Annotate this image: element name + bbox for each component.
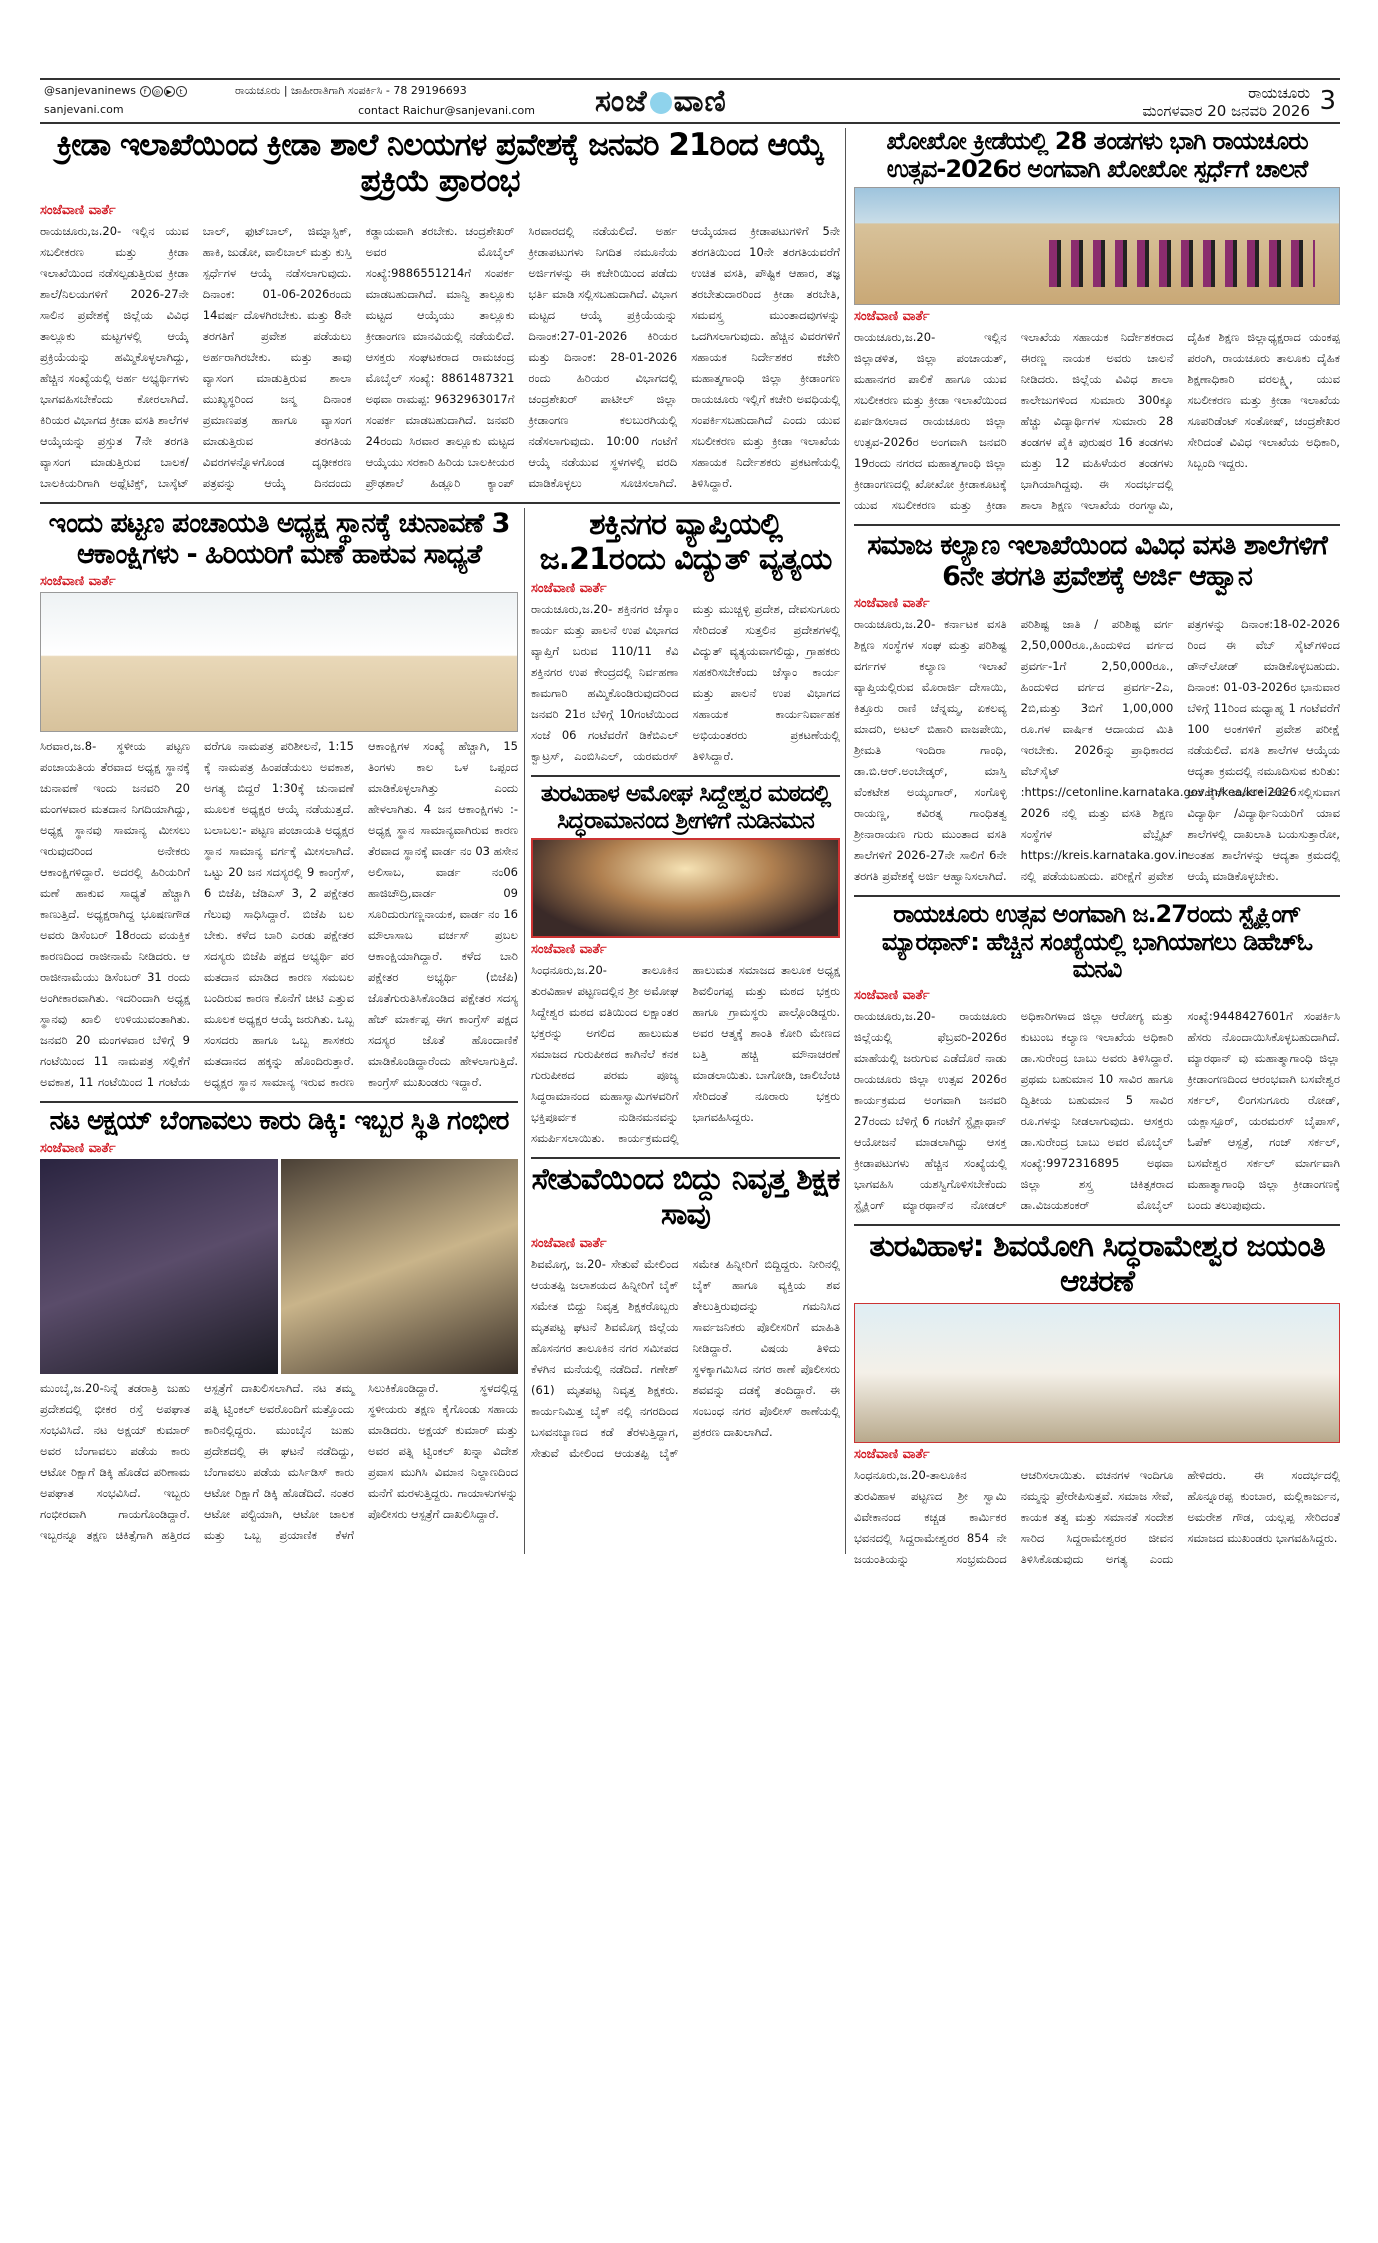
header-social (44, 84, 188, 116)
accident-photos (40, 1159, 518, 1374)
left-block (40, 128, 846, 1554)
article-akshay-accident (40, 1101, 518, 1546)
social-icons (140, 84, 188, 97)
twitter-icon[interactable]: t (176, 86, 187, 97)
panchayat-office-photo (40, 592, 518, 732)
headline: ತುರವಿಹಾಳ: ಶಿವಯೋಗಿ ಸಿದ್ಧರಾಮೇಶ್ವರ ಜಯಂತಿ ಆಚರಣೆ (869, 1229, 1325, 1299)
headline: ಖೋಖೋ ಕ್ರೀಡೆಯಲ್ಲಿ 28 ತಂಡಗಳು ಭಾಗಿ ರಾಯಚೂರು ಉತ್ಸವ-2026ರ ಅಂಗವಾಗಿ ಖೋಖೋ ಸ್ಪರ್ಧೆಗೆ ಚಾಲನೆ (886, 127, 1308, 183)
article-body: ಶಿವಮೊಗ್ಗ, ಜ.20- ಸೇತುವೆ ಮೇಲಿಂದ ಆಯತಪ್ಪಿ ಜಲಾಶಯದ ಹಿನ್ನೀರಿಗೆ ಬೈಕ್ ಸಮೇತ ಬಿದ್ದು ನಿವೃತ್ತ ಶಿಕ್ಷಕರೊಬ್ಬರು ಮೃತಪಟ್ಟ ಘಟನೆ ಶಿವಮೊಗ್ಗ ಜಿಲ್ಲೆಯ ಹೊಸನಗರ ತಾಲೂಕಿನ ನಗರ ಸಮೀಪದ ಕೆಳಗಿನ ಮನೆಯಲ್ಲಿ ನಡೆದಿದೆ. ಗಣೇಶ್ (61) ಮೃತಪಟ್ಟ ನಿವೃತ್ತ ಶಿಕ್ಷಕರು. ಕಾರ್ಯನಿಮಿತ್ತ ಬೈಕ್ ನಲ್ಲಿ ನಗರದಿಂದ ಬಸವನಬ್ಯಾಣದ ಕಡೆ ತೆರಳುತ್ತಿದ್ದಾಗ, ಸೇತುವೆ ಮೇಲಿಂದ ಆಯತಪ್ಪಿ ಬೈಕ್ ಸಮೇತ ಹಿನ್ನೀರಿಗೆ ಬಿದ್ದಿದ್ದರು. ನೀರಿನಲ್ಲಿ ಬೈಕ್ ಹಾಗೂ ವ್ಯಕ್ತಿಯ ಶವ ತೇಲುತ್ತಿರುವುದನ್ನು ಗಮನಿಸಿದ ಸಾರ್ವಜನಿಕರು ಪೊಲೀಸರಿಗೆ ಮಾಹಿತಿ ನೀಡಿದ್ದಾರೆ. ವಿಷಯ ತಿಳಿದು ಸ್ಥಳಕ್ಕಾಗಮಿಸಿದ ನಗರ ಠಾಣೆ ಪೊಲೀಸರು ಶವವನ್ನು ದಡಕ್ಕೆ ತಂದಿದ್ದಾರೆ. ಈ ಸಂಬಂಧ ನಗರ ಪೊಲೀಸ್ ಠಾಣೆಯಲ್ಲಿ ಪ್ರಕರಣ ದಾಖಲಾಗಿದೆ. (531, 1257, 840, 1461)
headline: ರಾಯಚೂರು ಉತ್ಸವ ಅಂಗವಾಗಿ ಜ.27ರಂದು ಸ್ಟೈಕ್ಲಿಂಗ್ ಮ್ಯಾರಥಾನ್: ಹೆಚ್ಚಿನ ಸಂಖ್ಯೆಯಲ್ಲಿ ಭಾಗಿಯಾಗಲು ಡಿಹೆಚ್‌ಓ ಮನವಿ (881, 900, 1313, 984)
site-link[interactable]: sanjevani.com (44, 103, 124, 116)
players-graphic (1049, 240, 1315, 286)
headline: ಶಕ್ತಿನಗರ ವ್ಯಾಪ್ತಿಯಲ್ಲಿ ಜ.21ರಂದು ವಿದ್ಯುತ್ ವ್ಯತ್ಯಯ (539, 507, 832, 577)
article-social-welfare (854, 524, 1340, 887)
date: ಮಂಗಳವಾರ 20 ಜನವರಿ 2026 (1142, 102, 1310, 120)
right-block (846, 128, 1340, 1578)
article-body: ಮುಂಬೈ,ಜ.20-ನಿನ್ನೆ ತಡರಾತ್ರಿ ಜುಹು ಪ್ರದೇಶದಲ್ಲಿ ಭೀಕರ ರಸ್ತೆ ಅಪಘಾತ ಸಂಭವಿಸಿದೆ. ನಟ ಅಕ್ಷಯ್ ಕುಮಾರ್ ಅವರ ಬೆಂಗಾವಲು ಪಡೆಯ ಕಾರು ಆಟೋ ರಿಕ್ಷಾಗೆ ಡಿಕ್ಕಿ ಹೊಡೆದ ಪರಿಣಾಮ ಅಪಘಾತ ಸಂಭವಿಸಿದೆ. ಇಬ್ಬರು ಗಂಭೀರವಾಗಿ ಗಾಯಗೊಂಡಿದ್ದಾರೆ. ಇಬ್ಬರನ್ನೂ ತಕ್ಷಣ ಚಿಕಿತ್ಸೆಗಾಗಿ ಹತ್ತಿರದ ಆಸ್ಪತ್ರೆಗೆ ದಾಖಲಿಸಲಾಗಿದೆ. ನಟ ತಮ್ಮ ಪತ್ನಿ ಟ್ವಿಂಕಲ್ ಅವರೊಂದಿಗೆ ಮತ್ತೊಂದು ಕಾರಿನಲ್ಲಿದ್ದರು. ಮುಂಬೈನ ಜುಹು ಪ್ರದೇಶದಲ್ಲಿ ಈ ಘಟನೆ ನಡೆದಿದ್ದು, ಬೆಂಗಾವಲು ಪಡೆಯ ಮರ್ಸಿಡಿಸ್ ಕಾರು ಆಟೋ ರಿಕ್ಷಾಗೆ ಡಿಕ್ಕಿ ಹೊಡೆದಿದೆ. ನಂತರ ಆಟೋ ಪಲ್ಟಿಯಾಗಿ, ಆಟೋ ಚಾಲಕ ಮತ್ತು ಒಬ್ಬ ಪ್ರಯಾಣಿಕ ಕೆಳಗೆ ಸಿಲುಕಿಕೊಂಡಿದ್ದಾರೆ. ಸ್ಥಳದಲ್ಲಿದ್ದ ಸ್ಥಳೀಯರು ತಕ್ಷಣ ಕೈಗೊಂಡು ಸಹಾಯ ಮಾಡಿದರು. ಅಕ್ಷಯ್ ಕುಮಾರ್ ಮತ್ತು ಅವರ ಪತ್ನಿ ಟ್ವಿಂಕಲ್ ಖನ್ನಾ ವಿದೇಶ ಪ್ರವಾಸ ಮುಗಿಸಿ ವಿಮಾನ ನಿಲ್ದಾಣದಿಂದ ಮನೆಗೆ ಮರಳುತ್ತಿದ್ದರು. ಗಾಯಾಳುಗಳನ್ನು ಪೊಲೀಸರು ಆಸ್ಪತ್ರೆಗೆ ದಾಖಲಿಸಿದ್ದಾರೆ. (40, 1381, 518, 1543)
headline: ತುರವಿಹಾಳ ಅಮೋಘ ಸಿದ್ದೇಶ್ವರ ಮಠದಲ್ಲಿ ಸಿದ್ಧರಾಮಾನಂದ ಶ್ರೀಗಳಿಗೆ ನುಡಿನಮನ (540, 781, 831, 834)
byline: ಸಂಜೆವಾಣಿ ವಾರ್ತೆ (531, 581, 607, 597)
article-body: ರಾಯಚೂರು,ಜ.20- ಕರ್ನಾಟಕ ವಸತಿ ಶಿಕ್ಷಣ ಸಂಸ್ಥೆಗಳ ಸಂಘ ಮತ್ತು ಪರಿಶಿಷ್ಟ ವರ್ಗಗಳ ಕಲ್ಯಾಣ ಇಲಾಖೆ ವ್ಯಾಪ್ತಿಯಲ್ಲಿರುವ ಮೊರಾರ್ಜಿ ದೇಸಾಯಿ, ಕಿತ್ತೂರು ರಾಣಿ ಚೆನ್ನಮ್ಮ, ಏಕಲವ್ಯ ಮಾದರಿ, ಅಟಲ್ ಬಿಹಾರಿ ವಾಜಪೇಯಿ, ಶ್ರೀಮತಿ ಇಂದಿರಾ ಗಾಂಧಿ, ಡಾ.ಬಿ.ಆರ್.ಅಂಬೇಡ್ಕರ್, ಮಾಸ್ತಿ ವೆಂಕಟೇಶ ಅಯ್ಯಂಗಾರ್, ಸಂಗೊಳ್ಳಿ ರಾಯಣ್ಣ, ಕವಿರತ್ನ ಗಾಂಧಿತತ್ವ ಶ್ರೀನಾರಾಯಣ ಗುರು ಮುಂತಾದ ವಸತಿ ಶಾಲೆಗಳಿಗೆ 2026-27ನೇ ಸಾಲಿಗೆ 6ನೇ ತರಗತಿ ಪ್ರವೇಶಕ್ಕೆ ಅರ್ಜಿ ಆಹ್ವಾನಿಸಲಾಗಿದೆ. ಪರಿಶಿಷ್ಟ ಜಾತಿ / ಪರಿಶಿಷ್ಟ ವರ್ಗ 2,50,000ರೂ.,ಹಿಂದುಳಿದ ವರ್ಗದ ಪ್ರವರ್ಗ-1ಗೆ 2,50,000ರೂ., ಹಿಂದುಳಿದ ವರ್ಗದ ಪ್ರವರ್ಗ-2ಎ, 2ಬಿ,ಮತ್ತು 3ಬಿಗೆ 1,00,000 ರೂ.ಗಳ ವಾರ್ಷಿಕ ಆದಾಯದ ಮಿತಿ ಇರಬೇಕು. 2026ನ್ನು ಪ್ರಾಧಿಕಾರದ ವೆಬ್‌ಸೈಟ್ :https://cetonline.karnataka.gov.in/kea/krei2026 2026 ನಲ್ಲಿ ಮತ್ತು ವಸತಿ ಶಿಕ್ಷಣ ಸಂಸ್ಥೆಗಳ ವೆಬ್ಸೈಟ್ https://kreis.karnataka.gov.in ನಲ್ಲಿ ಪಡೆಯಬಹುದು. ಪರೀಕ್ಷೆಗೆ ಪ್ರವೇಶ ಪತ್ರಗಳನ್ನು ದಿನಾಂಕ:18-02-2026 ರಿಂದ ಈ ವೆಬ್ ಸೈಟ್‌ಗಳಿಂದ ಡೌನ್‌ಲೋಡ್ ಮಾಡಿಕೊಳ್ಳಬಹುದು. ದಿನಾಂಕ: 01-03-2026ರ ಭಾನುವಾರ ಬೆಳಿಗ್ಗೆ 11ರಿಂದ ಮಧ್ಯಾಹ್ನ 1 ಗಂಟೆವರೆಗೆ 100 ಅಂಕಗಳಿಗೆ ಪ್ರವೇಶ ಪರೀಕ್ಷೆ ನಡೆಯಲಿದೆ. ವಸತಿ ಶಾಲೆಗಳ ಆಯ್ಕೆಯ ಆದ್ಯತಾ ಕ್ರಮದಲ್ಲಿ ನಮೂದಿಸುವ ಕುರಿತು: ಆನ್‌ಲೈನ್ ಮೂಲಕ ಅರ್ಜಿ ಸಲ್ಲಿಸುವಾಗ ವಿದ್ಯಾರ್ಥಿ /ವಿದ್ಯಾರ್ಥಿನಿಯರಿಗೆ ಯಾವ ಶಾಲೆಗಳಲ್ಲಿ ದಾಖಲಾತಿ ಬಯಸುತ್ತಾರೋ, ಅಂತಹ ಶಾಲೆಗಳನ್ನು ಆದ್ಯತಾ ಕ್ರಮದಲ್ಲಿ ಆಯ್ಕೆ ಮಾಡಿಕೊಳ್ಳಬೇಕು. (854, 617, 1340, 884)
candle-vigil-photo (531, 838, 840, 938)
article-panchayat-election (40, 508, 518, 1093)
jayanti-photo (854, 1303, 1340, 1443)
page-body (40, 128, 1340, 1578)
headline: ನಟ ಅಕ್ಷಯ್ ಬೆಂಗಾವಲು ಕಾರು ಡಿಕ್ಕಿ: ಇಬ್ಬರ ಸ್ಥಿತಿ ಗಂಭೀರ (49, 1106, 509, 1137)
byline: ಸಂಜೆವಾಣಿ ವಾರ್ತೆ (40, 1141, 116, 1157)
article-body: ರಾಯಚೂರು,ಜ.20- ಇಲ್ಲಿನ ಯುವ ಸಬಲೀಕರಣ ಮತ್ತು ಕ್ರೀಡಾ ಇಲಾಖೆಯಿಂದ ನಡೆಸಲ್ಪಡುತ್ತಿರುವ ಕ್ರೀಡಾ ಶಾಲೆ/ನಿಲಯಗಳಿಗೆ 2026-27ನೇ ಸಾಲಿನ ಪ್ರವೇಶಕ್ಕೆ ಜಿಲ್ಲೆಯ ವಿವಿಧ ತಾಲ್ಲೂಕು ಮಟ್ಟಗಳಲ್ಲಿ ಆಯ್ಕೆ ಪ್ರಕ್ರಿಯೆಯನ್ನು ಹಮ್ಮಿಕೊಳ್ಳಲಾಗಿದ್ದು, ಹೆಚ್ಚಿನ ಸಂಖ್ಯೆಯಲ್ಲಿ ಅರ್ಹ ಅಭ್ಯರ್ಥಿಗಳು ಭಾಗವಹಿಸಬೇಕೆಂದು ಕೋರಲಾಗಿದೆ. ಕಿರಿಯರ ವಿಭಾಗದ ಕ್ರೀಡಾ ವಸತಿ ಶಾಲೆಗಳ ಆಯ್ಕೆಯನ್ನು ಪ್ರಸ್ತುತ 7ನೇ ತರಗತಿ ವ್ಯಾಸಂಗ ಮಾಡುತ್ತಿರುವ ಬಾಲಕ/ಬಾಲಕಿಯರಿಗಾಗಿ ಅಥ್ಲೆಟಿಕ್ಸ್, ಬಾಸ್ಕೆಟ್ ಬಾಲ್, ಫುಟ್‌ಬಾಲ್, ಜಿಮ್ನಾಸ್ಟಿಕ್, ಹಾಕಿ, ಜುಡೋ, ವಾಲಿಬಾಲ್ ಮತ್ತು ಕುಸ್ತಿ ಸ್ಪರ್ಧೆಗಳ ಆಯ್ಕೆ ನಡೆಸಲಾಗುವುದು. ದಿನಾಂಕ: 01-06-2026ರಂದು 14ವರ್ಷ ದೊಳಗಿರಬೇಕು. ಮತ್ತು 8ನೇ ತರಗತಿಗೆ ಪ್ರವೇಶ ಪಡೆಯಲು ಅರ್ಹರಾಗಿರಬೇಕು. ಮತ್ತು ತಾವು ವ್ಯಾಸಂಗ ಮಾಡುತ್ತಿರುವ ಶಾಲಾ ಮುಖ್ಯಸ್ಥರಿಂದ ಜನ್ಮ ದಿನಾಂಕ ಪ್ರಮಾಣಪತ್ರ ಹಾಗೂ ವ್ಯಾಸಂಗ ಮಾಡುತ್ತಿರುವ ತರಗತಿಯ ವಿವರಗಳನ್ನೊಳಗೊಂಡ ದೃಢೀಕರಣ ಪತ್ರವನ್ನು ಆಯ್ಕೆ ದಿನದಂದು ಕಡ್ಡಾಯವಾಗಿ ತರಬೇಕು. ಚಂದ್ರಶೇಖರ್ ಅವರ ಮೊಬೈಲ್ ಸಂಖ್ಯೆ:9886551214ಗೆ ಸಂಪರ್ಕ ಮಾಡಬಹುದಾಗಿದೆ. ಮಾನ್ವಿ ತಾಲ್ಲೂಕು ಮಟ್ಟದ ಆಯ್ಕೆಯು ತಾಲ್ಲೂಕು ಕ್ರೀಡಾಂಗಣ ಮಾನವಿಯಲ್ಲಿ ನಡೆಯಲಿದೆ. ಆಸಕ್ತರು ಸಂಘಟಕರಾದ ರಾಮಚಂದ್ರ ಮೊಬೈಲ್ ಸಂಖ್ಯೆ: 8861487321 ಅಥವಾ ರಾಮಪ್ಪ: 9632963017ಗೆ ಸಂಪರ್ಕ ಮಾಡಬಹುದಾಗಿದೆ. ಜನವರಿ 24ರಂದು ಸಿರವಾರ ತಾಲ್ಲೂಕು ಮಟ್ಟದ ಆಯ್ಕೆಯು ಸರಕಾರಿ ಹಿರಿಯ ಬಾಲಕೀಯರ ಪ್ರೌಢಶಾಲೆ ಹಿಡ್ಲೂರಿ ಕ್ಯಾಂಪ್ ಸಿರವಾರದಲ್ಲಿ ನಡೆಯಲಿದೆ. ಅರ್ಹ ಕ್ರೀಡಾಪಟುಗಳು ನಿಗದಿತ ನಮೂನೆಯ ಅರ್ಜಿಗಳನ್ನು ಈ ಕಚೇರಿಯಿಂದ ಪಡೆದು ಭರ್ತಿ ಮಾಡಿ ಸಲ್ಲಿಸಬಹುದಾಗಿದೆ. ವಿಭಾಗ ಮಟ್ಟದ ಆಯ್ಕೆ ಪ್ರಕ್ರಿಯೆಯನ್ನು ದಿನಾಂಕ:27-01-2026 ಕಿರಿಯರ ಮತ್ತು ದಿನಾಂಕ: 28-01-2026 ರಂದು ಹಿರಿಯರ ವಿಭಾಗದಲ್ಲಿ ಚಂದ್ರಶೇಖರ್ ಪಾಟೀಲ್ ಜಿಲ್ಲಾ ಕ್ರೀಡಾಂಗಣ ಕಲಬುರಗಿಯಲ್ಲಿ ನಡೆಸಲಾಗುವುದು. 10:00 ಗಂಟೆಗೆ ಆಯ್ಕೆ ನಡೆಯುವ ಸ್ಥಳಗಳಲ್ಲಿ ವರದಿ ಮಾಡಿಕೊಳ್ಳಲು ಸೂಚಿಸಲಾಗಿದೆ. ಆಯ್ಕೆಯಾದ ಕ್ರೀಡಾಪಟುಗಳಿಗೆ 5ನೇ ತರಗತಿಯಿಂದ 10ನೇ ತರಗತಿಯವರೆಗೆ ಉಚಿತ ವಸತಿ, ಪೌಷ್ಟಿಕ ಆಹಾರ, ತಜ್ಞ ತರಬೇತುದಾರರಿಂದ ಕ್ರೀಡಾ ತರಬೇತಿ, ಸಮವಸ್ತ್ರ ಮುಂತಾದವುಗಳನ್ನು ಒದಗಿಸಲಾಗುವುದು. ಹೆಚ್ಚಿನ ವಿವರಗಳಿಗೆ ಸಹಾಯಕ ನಿರ್ದೇಶಕರ ಕಚೇರಿ ಮಹಾತ್ಮಗಾಂಧಿ ಜಿಲ್ಲಾ ಕ್ರೀಡಾಂಗಣ ರಾಯಚೂರು ಇಲ್ಲಿಗೆ ಕಚೇರಿ ಅವಧಿಯಲ್ಲಿ ಸಂಪರ್ಕಿಸಬಹುದಾಗಿದೆ ಎಂದು ಯುವ ಸಬಲೀಕರಣ ಮತ್ತು ಕ್ರೀಡಾ ಇಲಾಖೆಯ ಸಹಾಯಕ ನಿರ್ದೇಶಕರು ಪ್ರಕಟಣೆಯಲ್ಲಿ ತಿಳಿಸಿದ್ದಾರೆ. (40, 224, 840, 491)
accident-photo-1 (40, 1159, 278, 1374)
byline: ಸಂಜೆವಾಣಿ ವಾರ್ತೆ (854, 1447, 930, 1463)
left-lower-row (40, 502, 840, 1554)
ad-contact: ರಾಯಚೂರು | ಜಾಹೀರಾತಿಗಾಗಿ ಸಂಪರ್ಕಿಸಿ - 78 29196693 (235, 84, 467, 97)
header-date (1010, 84, 1310, 120)
article-jayanti (854, 1224, 1340, 1570)
byline: ಸಂಜೆವಾಣಿ ವಾರ್ತೆ (40, 574, 116, 590)
article-body: ಸಿಂಧನೂರು,ಜ.20-ತಾಲೂಕಿನ ತುರವಿಹಾಳ ಪಟ್ಟಣದ ಶ್ರೀ ಸ್ವಾಮಿ ವಿವೇಕಾನಂದ ಕಚ್ಚಡ ಕಾರ್ಮಿಕರ ಭವನದಲ್ಲಿ ಸಿದ್ದರಾಮೇಶ್ವರರ 854 ನೇ ಜಯಂತಿಯನ್ನು ಸಂಭ್ರಮದಿಂದ ಆಚರಿಸಲಾಯಿತು. ವಚನಗಳ ಇಂದಿಗೂ ನಮ್ಮನ್ನು ಪ್ರೇರೇಪಿಸುತ್ತವೆ. ಸಮಾಜ ಸೇವೆ, ಕಾಯಕ ತತ್ವ ಮತ್ತು ಸಮಾನತೆ ಸಂದೇಶ ಸಾರಿದ ಸಿದ್ದರಾಮೇಶ್ವರರ ಜೀವನ ತಿಳಿಸಿಕೊಡುವುದು ಅಗತ್ಯ ಎಂದು ಹೇಳಿದರು. ಈ ಸಂದರ್ಭದಲ್ಲಿ ಹೊನ್ನೂರಪ್ಪ ಕುಂಬಾರ, ಮಲ್ಲಿಕಾರ್ಜುನ, ಅಮರೇಶ ಗೌಡ, ಯಲ್ಲಪ್ಪ ಸೇರಿದಂತೆ ಸಮಾಜದ ಮುಖಂಡರು ಭಾಗವಹಿಸಿದ್ದರು. (854, 1468, 1340, 1567)
logo-left: ಸಂಜೆ (595, 84, 648, 119)
article-marathon (854, 895, 1340, 1216)
article-sports-school (40, 128, 840, 494)
article-body: ರಾಯಚೂರು,ಜ.20- ಇಲ್ಲಿನ ಜಿಲ್ಲಾಡಳಿತ, ಜಿಲ್ಲಾ ಪಂಚಾಯತ್, ಮಹಾನಗರ ಪಾಲಿಕೆ ಹಾಗೂ ಯುವ ಸಬಲೀಕರಣ ಮತ್ತು ಕ್ರೀಡಾ ಇಲಾಖೆಯಿಂದ ಏರ್ಪಡಿಸಲಾದ ರಾಯಚೂರು ಜಿಲ್ಲಾ ಉತ್ಸವ-2026ರ ಅಂಗವಾಗಿ ಜನವರಿ 19ರಂದು ನಗರದ ಮಹಾತ್ಮಗಾಂಧಿ ಜಿಲ್ಲಾ ಕ್ರೀಡಾಂಗಣದಲ್ಲಿ ಖೋಖೋ ಕ್ರೀಡಾಕೂಟಕ್ಕೆ ಯುವ ಸಬಲೀಕರಣ ಮತ್ತು ಕ್ರೀಡಾ ಇಲಾಖೆಯ ಸಹಾಯಕ ನಿರ್ದೇಶಕರಾದ ಈರಣ್ಣ ನಾಯಕ ಅವರು ಚಾಲನೆ ನೀಡಿದರು. ಜಿಲ್ಲೆಯ ವಿವಿಧ ಶಾಲಾ ಕಾಲೇಜುಗಳಿಂದ ಸುಮಾರು 300ಕ್ಕೂ ಹೆಚ್ಚು ವಿದ್ಯಾರ್ಥಿಗಳ ಸುಮಾರು 28 ತಂಡಗಳ ಪೈಕಿ ಪುರುಷರ 16 ತಂಡಗಳು ಮತ್ತು 12 ಮಹಿಳೆಯರ ತಂಡಗಳು ಭಾಗಿಯಾಗಿದ್ದವು. ಈ ಸಂದರ್ಭದಲ್ಲಿ ಶಾಲಾ ಶಿಕ್ಷಣ ಇಲಾಖೆಯ ರಂಗಸ್ವಾಮಿ, ದೈಹಿಕ ಶಿಕ್ಷಣ ಜಿಲ್ಲಾಧ್ಯಕ್ಷರಾದ ಯಂಕಪ್ಪ ಪರಂಗಿ, ರಾಯಚೂರು ತಾಲೂಕು ದೈಹಿಕ ಶಿಕ್ಷಣಾಧಿಕಾರಿ ವರಲಕ್ಷ್ಮಿ, ಯುವ ಸಬಲೀಕರಣ ಮತ್ತು ಕ್ರೀಡಾ ಇಲಾಖೆಯ ಸೂಪರಿಡೆಂಟ್ ಸಂತೋಷ್, ಚಂದ್ರಶೇಖರ ಸೇರಿದಂತೆ ವಿವಿಧ ಇಲಾಖೆಯ ಅಧಿಕಾರಿ, ಸಿಬ್ಬಂದಿ ಇದ್ದರು. (854, 330, 1340, 513)
article-body: ರಾಯಚೂರು,ಜ.20- ಶಕ್ತಿನಗರ ಜೆಸ್ಕಾಂ ಕಾರ್ಯ ಮತ್ತು ಪಾಲನೆ ಉಪ ವಿಭಾಗದ ವ್ಯಾಪ್ತಿಗೆ ಬರುವ 110/11 ಕೆವಿ ಶಕ್ತಿನಗರ ಉಪ ಕೇಂದ್ರದಲ್ಲಿ ನಿರ್ವಹಣಾ ಕಾಮಗಾರಿ ಹಮ್ಮಿಕೊಂಡಿರುವುದರಿಂದ ಜನವರಿ 21ರ ಬೆಳಿಗ್ಗೆ 10ಗಂಟೆಯಿಂದ ಸಂಜೆ 06 ಗಂಟೆವರೆಗೆ ಡಿಕೆಬಿಎಲ್ ಕ್ವಾಟ್ರಸ್, ಎಂಬಿಸಿಎಲ್, ಯರಮರಸ್ ಮತ್ತು ಮುಚ್ಚಳ್ಳಿ ಪ್ರದೇಶ, ದೇವಸುಗೂರು ಸೇರಿದಂತೆ ಸುತ್ತಲಿನ ಪ್ರದೇಶಗಳಲ್ಲಿ ವಿದ್ಯುತ್ ವ್ಯತ್ಯಯವಾಗಲಿದ್ದು, ಗ್ರಾಹಕರು ಸಹಕರಿಸಬೇಕೆಂದು ಜೆಸ್ಕಾಂ ಕಾರ್ಯ ಮತ್ತು ಪಾಲನೆ ಉಪ ವಿಭಾಗದ ಸಹಾಯಕ ಕಾರ್ಯನಿರ್ವಾಹಕ ಅಭಿಯಂತರರು ಪ್ರಕಟಣೆಯಲ್ಲಿ ತಿಳಿಸಿದ್ದಾರೆ. (531, 602, 840, 764)
logo-right: ವಾಣಿ (673, 84, 727, 119)
masthead-logo (595, 84, 727, 119)
headline: ಇಂದು ಪಟ್ಟಣ ಪಂಚಾಯತಿ ಅಧ್ಯಕ್ಷ ಸ್ಥಾನಕ್ಕೆ ಚುನಾವಣೆ 3 ಆಕಾಂಕ್ಷಿಗಳು - ಹಿರಿಯರಿಗೆ ಮಣೆ ಹಾಕುವ ಸಾಧ್ಯತೆ (48, 508, 510, 571)
edition: ರಾಯಚೂರು (1248, 84, 1310, 102)
article-power-cut (531, 508, 840, 767)
social-handle: @sanjevaninews (44, 84, 137, 97)
facebook-icon[interactable]: f (140, 86, 151, 97)
masthead (40, 78, 1340, 124)
byline: ಸಂಜೆವಾಣಿ ವಾರ್ತೆ (854, 596, 930, 612)
contact-email[interactable]: contact Raichur@sanjevani.com (358, 104, 535, 117)
youtube-icon[interactable]: ▶ (164, 86, 175, 97)
left-lower-column-b (525, 508, 840, 1472)
globe-icon (650, 92, 672, 114)
byline: ಸಂಜೆವಾಣಿ ವಾರ್ತೆ (854, 309, 930, 325)
header-contact (235, 84, 535, 117)
instagram-icon[interactable]: ◎ (152, 86, 163, 97)
headline: ಕ್ರೀಡಾ ಇಲಾಖೆಯಿಂದ ಕ್ರೀಡಾ ಶಾಲೆ ನಿಲಯಗಳ ಪ್ರವೇಶಕ್ಕೆ ಜನವರಿ 21ರಿಂದ ಆಯ್ಕೆ ಪ್ರಕ್ರಿಯೆ ಪ್ರಾರಂಭ (56, 127, 824, 199)
headline: ಸಮಾಜ ಕಲ್ಯಾಣ ಇಲಾಖೆಯಿಂದ ವಿವಿಧ ವಸತಿ ಶಾಲೆಗಳಿಗೆ 6ನೇ ತರಗತಿ ಪ್ರವೇಶಕ್ಕೆ ಅರ್ಜಿ ಆಹ್ವಾನ (867, 530, 1327, 593)
khokho-photo (854, 187, 1340, 305)
byline: ಸಂಜೆವಾಣಿ ವಾರ್ತೆ (531, 1236, 607, 1252)
article-teacher-death (531, 1157, 840, 1464)
byline: ಸಂಜೆವಾಣಿ ವಾರ್ತೆ (40, 203, 116, 219)
article-khokho (854, 128, 1340, 516)
page-number: 3 (1319, 86, 1336, 116)
article-tribute (531, 775, 840, 1149)
left-lower-column-a (40, 508, 525, 1554)
headline: ಸೇತುವೆಯಿಂದ ಬಿದ್ದು ನಿವೃತ್ತ ಶಿಕ್ಷಕ ಸಾವು (531, 1162, 840, 1232)
article-body: ಸಿರವಾರ,ಜ.8- ಸ್ಥಳೀಯ ಪಟ್ಟಣ ಪಂಚಾಯತಿಯ ತೆರವಾದ ಅಧ್ಯಕ್ಷ ಸ್ಥಾನಕ್ಕೆ ಚುನಾವಣೆ ಇಂದು ಜನವರಿ 20 ಮಂಗಳವಾರ ಮತದಾನ ನಿಗದಿಯಾಗಿದ್ದು, ಅಧ್ಯಕ್ಷ ಸ್ಥಾನವು ಸಾಮಾನ್ಯ ಮೀಸಲು ಇರುವುದರಿಂದ ಅನೇಕರು ಆಕಾಂಕ್ಷಿಗಳಿದ್ದಾರೆ. ಅದರಲ್ಲಿ ಹಿರಿಯರಿಗೆ ಮಣೆ ಹಾಕುವ ಸಾಧ್ಯತೆ ಹೆಚ್ಚಾಗಿ ಕಾಣುತ್ತಿದೆ. ಅಧ್ಯಕ್ಷರಾಗಿದ್ದ ಭೂಷಣಗೌಡ ಅವರು ಡಿಸೆಂಬರ್ 18ರಂದು ವಯಕ್ತಿಕ ಕಾರಣದಿಂದ ರಾಜೀನಾಮೆ ನೀಡಿದರು. ಆ ರಾಜೀನಾಮೆಯು ಡಿಸೆಂಬರ್ 31 ರಂದು ಅಂಗೀಕಾರವಾಗಿತು. ಇದರಿಂದಾಗಿ ಅಧ್ಯಕ್ಷ ಸ್ಥಾನವು ಖಾಲಿ ಉಳಿಯುವಂತಾಗಿತು. ಜನವರಿ 20 ಮಂಗಳವಾರ ಬೆಳಿಗ್ಗೆ 9 ಗಂಟೆಯಿಂದ 11 ನಾಮಪತ್ರ ಸಲ್ಲಿಕೆಗೆ ಅವಕಾಶ, 11 ಗಂಟೆಯಿಂದ 1 ಗಂಟೆಯ ವರೆಗೂ ನಾಮಪತ್ರ ಪರಿಶೀಲನೆ, 1:15 ಕ್ಕೆ ನಾಮಪತ್ರ ಹಿಂಪಡೆಯಲು ಅವಕಾಶ, ಅಗತ್ಯ ಬಿದ್ದರೆ 1:30ಕ್ಕೆ ಚುನಾವಣೆ ಮೂಲಕ ಅಧ್ಯಕ್ಷರ ಆಯ್ಕೆ ನಡೆಯುತ್ತದೆ. ಬಲಾಬಲ:- ಪಟ್ಟಣ ಪಂಚಾಯತಿ ಅಧ್ಯಕ್ಷರ ಸ್ಥಾನ ಸಾಮಾನ್ಯ ವರ್ಗಕ್ಕೆ ಮೀಸಲಾಗಿದೆ. ಒಟ್ಟು 20 ಜನ ಸದಸ್ಯರಲ್ಲಿ 9 ಕಾಂಗ್ರೆಸ್, 6 ಬಿಜೆಪಿ, ಜೆಡಿಎಸ್ 3, 2 ಪಕ್ಷೇತರ ಗೆಲುವು ಸಾಧಿಸಿದ್ದಾರೆ. ಬಿಜೆಪಿ ಬಲ ಬೇಕು. ಕಳೆದ ಬಾರಿ ಎರಡು ಪಕ್ಷೇತರ ಸದಸ್ಯರು ಬಿಜೆಪಿ ಪಕ್ಷದ ಅಭ್ಯರ್ಥಿ ಪರ ಮತದಾನ ಮಾಡಿದ ಕಾರಣ ಸಮಬಲ ಬಂದಿರುವ ಕಾರಣ ಕೊನೆಗೆ ಚೀಟಿ ಎತ್ತುವ ಮೂಲಕ ಅಧ್ಯಕ್ಷರ ಆಯ್ಕೆ ಜರುಗಿತು. ಒಬ್ಬ ಸಂಸದರು ಹಾಗೂ ಒಬ್ಬ ಶಾಸಕರು ಮತದಾನದ ಹಕ್ಕನ್ನು ಹೊಂದಿರುತ್ತಾರೆ. ಅಧ್ಯಕ್ಷರ ಸ್ಥಾನ ಸಾಮಾನ್ಯ ಇರುವ ಕಾರಣ ಆಕಾಂಕ್ಷಿಗಳ ಸಂಖ್ಯೆ ಹೆಚ್ಚಾಗಿ, 15 ತಿಂಗಳು ಕಾಲ ಒಳ ಒಪ್ಪಂದ ಮಾಡಿಕೊಳ್ಳಲಾಗಿತ್ತು ಎಂದು ಹೇಳಲಾಗಿತು. 4 ಜನ ಆಕಾಂಕ್ಷಿಗಳು :- ಅಧ್ಯಕ್ಷ ಸ್ಥಾನ ಸಾಮಾನ್ಯವಾಗಿರುವ ಕಾರಣ ತೆರವಾದ ಸ್ಥಾನಕ್ಕೆ ವಾರ್ಡ ನಂ 03 ಹಸೇನ ಅಲಿಸಾಬ, ವಾರ್ಡ ನಂ06 ಹಾಜಿಚೌದ್ರಿ,ವಾರ್ಡ 09 ಸೂರಿದುರುಗಣ್ಣನಾಯಕ, ವಾರ್ಡ ನಂ 16 ಮೌಲಾಸಾಬ ವರ್ಚಸ್ ಪ್ರಬಲ ಆಕಾಂಕ್ಷಿಯಾಗಿದ್ದಾರೆ. ಕಳೆದ ಬಾರಿ ಪಕ್ಷೇತರ ಅಭ್ಯರ್ಥಿ (ಬಿಜೆಪಿ) ಜೊತೆಗುರುತಿಸಿಕೊಂಡಿದ ಪಕ್ಷೇತರ ಸದಸ್ಯ ಹೆಚ್ ಮಾರ್ಕಪ್ಪ ಈಗ ಕಾಂಗ್ರೆಸ್ ಪಕ್ಷದ ಸದಸ್ಯರ ಜೊತೆ ಹೊಂದಾಣಿಕೆ ಮಾಡಿಕೊಂಡಿದ್ದಾರೆಂದು ಹೇಳಲಾಗುತ್ತಿದೆ. ಕಾಂಗ್ರೆಸ್ ಮುಖಂಡರು ಇದ್ದಾರೆ. (40, 739, 518, 1090)
byline: ಸಂಜೆವಾಣಿ ವಾರ್ತೆ (531, 942, 607, 958)
article-body: ರಾಯಚೂರು,ಜ.20- ರಾಯಚೂರು ಜಿಲ್ಲೆಯಲ್ಲಿ ಫೆಬ್ರವರಿ-2026ರ ಮಾಹೆಯಲ್ಲಿ ಜರುಗುವ ಎಡೆದೊರೆ ನಾಡು ರಾಯಚೂರು ಜಿಲ್ಲಾ ಉತ್ಸವ 2026ರ ಕಾರ್ಯಕ್ರಮದ ಅಂಗವಾಗಿ ಜನವರಿ 27ರಂದು ಬೆಳಿಗ್ಗೆ 6 ಗಂಟೆಗೆ ಸ್ಟೈಕ್ಲಾಥಾನ್ ಆಯೋಜನೆ ಮಾಡಲಾಗಿದ್ದು ಆಸಕ್ತ ಕ್ರೀಡಾಪಟುಗಳು ಹೆಚ್ಚಿನ ಸಂಖ್ಯೆಯಲ್ಲಿ ಭಾಗವಹಿಸಿ ಯಶಸ್ವಿಗೊಳಿಸಬೇಕೆಂದು ಸ್ಟೈಕ್ಲಿಂಗ್ ಮ್ಯಾರಥಾನ್‌ನ ನೋಡಲ್ ಅಧಿಕಾರಿಗಳಾದ ಜಿಲ್ಲಾ ಆರೋಗ್ಯ ಮತ್ತು ಕುಟುಂಬ ಕಲ್ಯಾಣ ಇಲಾಖೆಯ ಅಧಿಕಾರಿ ಡಾ.ಸುರೇಂದ್ರ ಬಾಬು ಅವರು ತಿಳಿಸಿದ್ದಾರೆ. ಪ್ರಥಮ ಬಹುಮಾನ 10 ಸಾವಿರ ಹಾಗೂ ದ್ವಿತೀಯ ಬಹುಮಾನ 5 ಸಾವಿರ ರೂ.ಗಳನ್ನು ನೀಡಲಾಗುವುದು. ಆಸಕ್ತರು ಡಾ.ಸುರೇಂದ್ರ ಬಾಬು ಅವರ ಮೊಬೈಲ್ ಸಂಖ್ಯೆ:9972316895 ಅಥವಾ ಜಿಲ್ಲಾ ಶಸ್ತ್ರ ಚಿಕಿತ್ಸಕರಾದ ಡಾ.ವಿಜಯಶಂಕರ್ ಮೊಬೈಲ್ ಸಂಖ್ಯೆ:9448427601ಗೆ ಸಂಪರ್ಕಿಸಿ ಹೆಸರು ನೊಂದಾಯಿಸಿಕೊಳ್ಳಬಹುದಾಗಿದೆ. ಮ್ಯಾರಥಾನ್ ವು ಮಹಾತ್ಮಾಗಾಂಧಿ ಜಿಲ್ಲಾ ಕ್ರೀಡಾಂಗಣದಿಂದ ಆರಂಭವಾಗಿ ಬಸವೇಶ್ವರ ಸರ್ಕಲ್, ಲಿಂಗಸುಗೂರು ರೋಡ್, ಯಕ್ಲಾಸ್ಪೂರ್, ಯರಮರಸ್ ಬೈಪಾಸ್, ಓಪೆಕ್ ಆಸ್ಪತ್ರೆ, ಗಂಜ್ ಸರ್ಕಲ್, ಬಸವೇಶ್ವರ ಸರ್ಕಲ್ ಮಾರ್ಗವಾಗಿ ಮಹಾತ್ಮಾಗಾಂಧಿ ಜಿಲ್ಲಾ ಕ್ರೀಡಾಂಗಣಕ್ಕೆ ಬಂದು ತಲುಪುವುದು. (854, 1009, 1340, 1213)
accident-photo-2 (281, 1159, 519, 1374)
article-body: ಸಿಂಧನೂರು,ಜ.20- ತಾಲೂಕಿನ ತುರವಿಹಾಳ ಪಟ್ಟಣದಲ್ಲಿನ ಶ್ರೀ ಅಮೋಘ ಸಿದ್ದೇಶ್ವರ ಮಠದ ವತಿಯಿಂದ ಲಕ್ಷಾಂತರ ಭಕ್ತರನ್ನು ಅಗಲಿದ ಹಾಲುಮತ ಸಮಾಜದ ಗುರುಪೀಠದ ಕಾಗಿನೆಲೆ ಕನಕ ಗುರುಪೀಠದ ಪರಮ ಪೂಜ್ಯ ಸಿದ್ಧರಾಮಾನಂದ ಮಹಾಸ್ವಾಮಿಗಳವರಿಗೆ ಭಕ್ತಿಪೂರ್ವಕ ನುಡಿನಮನವನ್ನು ಸಮರ್ಪಿಸಲಾಯಿತು. ಕಾರ್ಯಕ್ರಮದಲ್ಲಿ ಹಾಲುಮತ ಸಮಾಜದ ತಾಲೂಕ ಅಧ್ಯಕ್ಷ ಶಿವಲಿಂಗಪ್ಪ ಮತ್ತು ಮಠದ ಭಕ್ತರು ಹಾಗೂ ಗ್ರಾಮಸ್ಥರು ಪಾಲ್ಗೊಂಡಿದ್ದರು. ಅವರ ಆತ್ಮಕ್ಕೆ ಶಾಂತಿ ಕೋರಿ ಮೇಣದ ಬತ್ತಿ ಹಚ್ಚಿ ಮೌನಾಚರಣೆ ಮಾಡಲಾಯಿತು. ಬಾಗೋಡಿ, ಜಾಲಿಬೆಂಚಿ ಸೇರಿದಂತೆ ನೂರಾರು ಭಕ್ತರು ಭಾಗವಹಿಸಿದ್ದರು. (531, 963, 840, 1146)
byline: ಸಂಜೆವಾಣಿ ವಾರ್ತೆ (854, 988, 930, 1004)
